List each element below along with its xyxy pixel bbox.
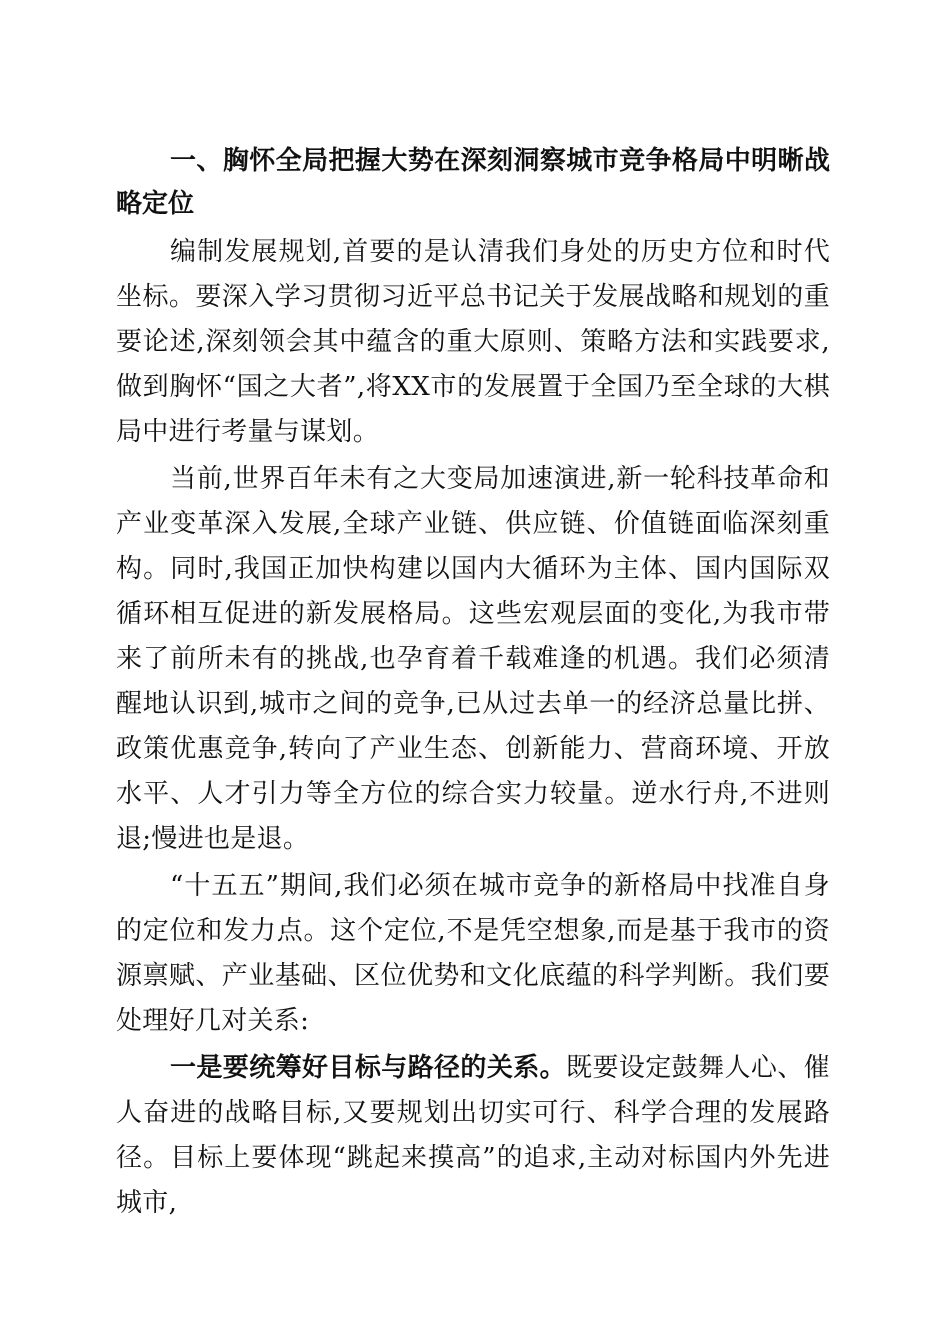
paragraph-positioning: “十五五”期间,我们必须在城市竞争的新格局中找准自身的定位和发力点。这个定位,不是凭空想象,而是基于我市的资源禀赋、产业基础、区位优势和文化底蕴的科学判断。我们要处理好几对关系: [116,871,830,1036]
paragraph-lead-sentence: 一是要统筹好目标与路径的关系。 [170,1053,567,1083]
document-body [116,140,830,1228]
paragraph-global-changes: 当前,世界百年未有之大变局加速演进,新一轮科技革命和产业变革深入发展,全球产业链、供应链、价值链面临深刻重构。同时,我国正加快构建以国内大循环为主体、国内国际双循环相互促进的新发展格局。这些宏观层面的变化,为我市带来了前所未有的挑战,也孕育着千载难逢的机遇。我们必须清醒地认识到,城市之间的竞争,已从过去单一的经济总量比拼、政策优惠竞争,转向了产业生态、创新能力、营商环境、开放水平、人才引力等全方位的综合实力较量。逆水行舟,不进则退;慢进也是退。 [116,464,830,854]
section-heading: 一、胸怀全局把握大势在深刻洞察城市竞争格局中明晰战略定位 [116,146,830,219]
paragraph-planning-position: 编制发展规划,首要的是认清我们身处的历史方位和时代坐标。要深入学习贯彻习近平总书记关于发展战略和规划的重要论述,深刻领会其中蕴含的重大原则、策略方法和实践要求,做到胸怀“国之大者”,将XX市的发展置于全国乃至全球的大棋局中进行考量与谋划。 [116,237,830,447]
paragraph-body-text: 既要设定鼓舞人心、催人奋进的战略目标,又要规划出切实可行、科学合理的发展路径。目标上要体现“跳起来摸高”的追求,主动对标国内外先进城市, [116,1053,830,1218]
paragraph-goal-path [116,1046,830,1226]
